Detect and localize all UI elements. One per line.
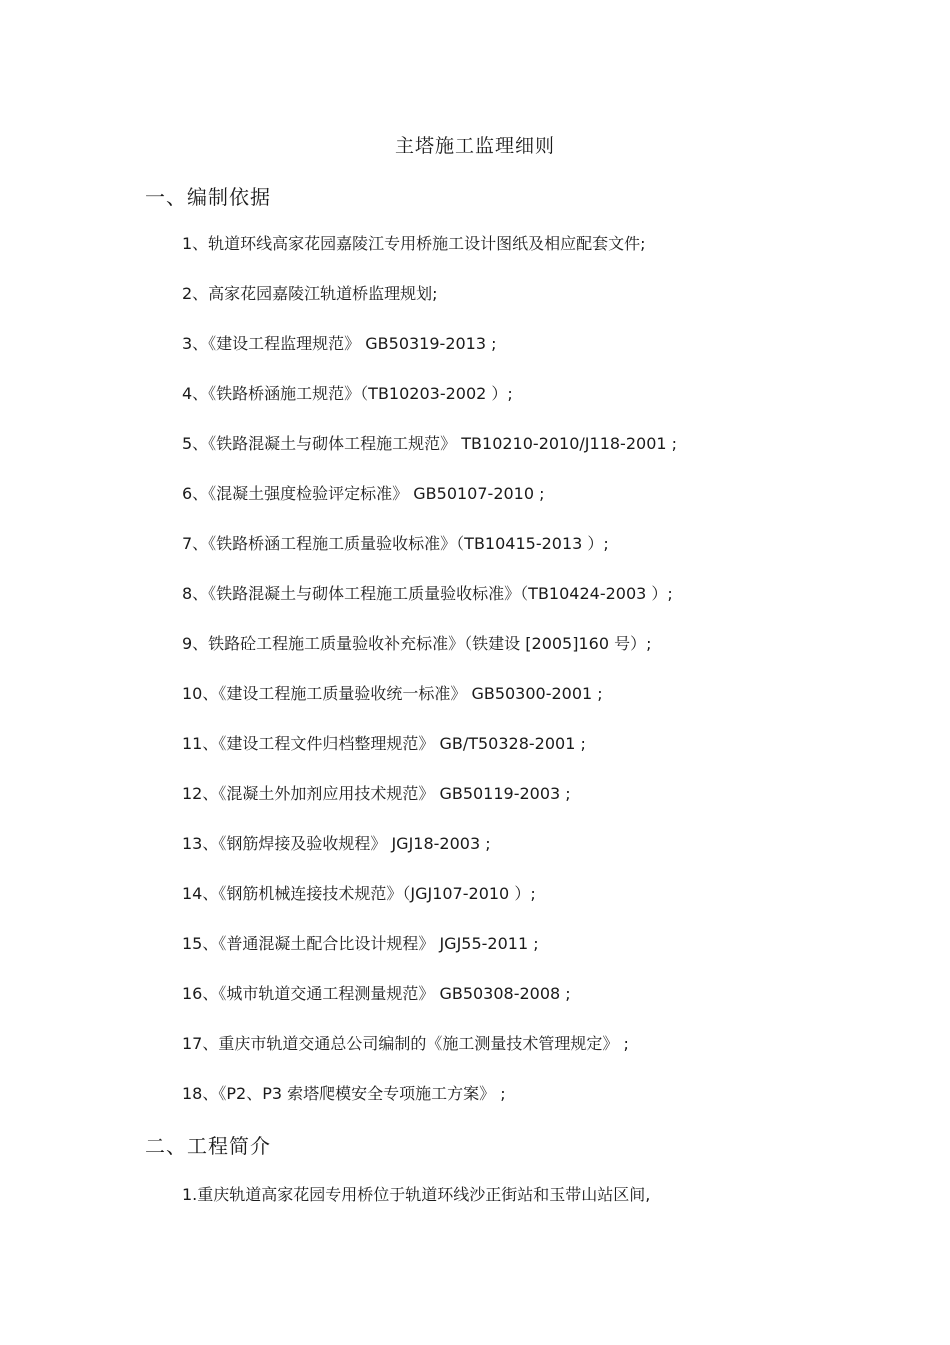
list-item: 7、《铁路桥涵工程施工质量验收标准》（TB10415-2013 ）; bbox=[182, 534, 609, 553]
list-item: 14、《钢筋机械连接技术规范》（JGJ107-2010 ）; bbox=[182, 884, 536, 903]
list-item: 12、《混凝土外加剂应用技术规范》 GB50119-2003 ; bbox=[182, 784, 571, 803]
list-item: 9、铁路砼工程施工质量验收补充标准》（铁建设 [2005]160 号）; bbox=[182, 634, 652, 653]
list-item: 2、高家花园嘉陵江轨道桥监理规划; bbox=[182, 284, 438, 303]
list-item: 10、《建设工程施工质量验收统一标准》 GB50300-2001 ; bbox=[182, 684, 603, 703]
list-item: 1、轨道环线高家花园嘉陵江专用桥施工设计图纸及相应配套文件; bbox=[182, 234, 646, 253]
list-item: 16、《城市轨道交通工程测量规范》 GB50308-2008 ; bbox=[182, 984, 571, 1003]
list-item: 5、《铁路混凝土与砌体工程施工规范》 TB10210-2010/J118-2001 ; bbox=[182, 434, 678, 453]
list-item: 18、《P2、P3 索塔爬模安全专项施工方案》 ; bbox=[182, 1084, 506, 1103]
list-item: 13、《钢筋焊接及验收规程》 JGJ18-2003 ; bbox=[182, 834, 491, 853]
page-title: 主塔施工监理细则 bbox=[394, 135, 555, 157]
basis-list bbox=[182, 234, 677, 1134]
section-heading-basis: 一、编制依据 bbox=[145, 185, 271, 209]
list-item: 3、《建设工程监理规范》 GB50319-2013 ; bbox=[182, 334, 497, 353]
list-item: 11、《建设工程文件归档整理规范》 GB/T50328-2001 ; bbox=[182, 734, 586, 753]
list-item: 4、《铁路桥涵施工规范》（TB10203-2002 ）; bbox=[182, 384, 513, 403]
list-item: 8、《铁路混凝土与砌体工程施工质量验收标准》（TB10424-2003 ）; bbox=[182, 584, 673, 603]
list-item: 15、《普通混凝土配合比设计规程》 JGJ55-2011 ; bbox=[182, 934, 539, 953]
list-item: 6、《混凝土强度检验评定标准》 GB50107-2010 ; bbox=[182, 484, 545, 503]
section-heading-overview: 二、工程简介 bbox=[145, 1134, 271, 1158]
overview-paragraph: 1.重庆轨道高家花园专用桥位于轨道环线沙正街站和玉带山站区间, bbox=[182, 1185, 651, 1204]
list-item: 17、重庆市轨道交通总公司编制的《施工测量技术管理规定》 ; bbox=[182, 1034, 629, 1053]
